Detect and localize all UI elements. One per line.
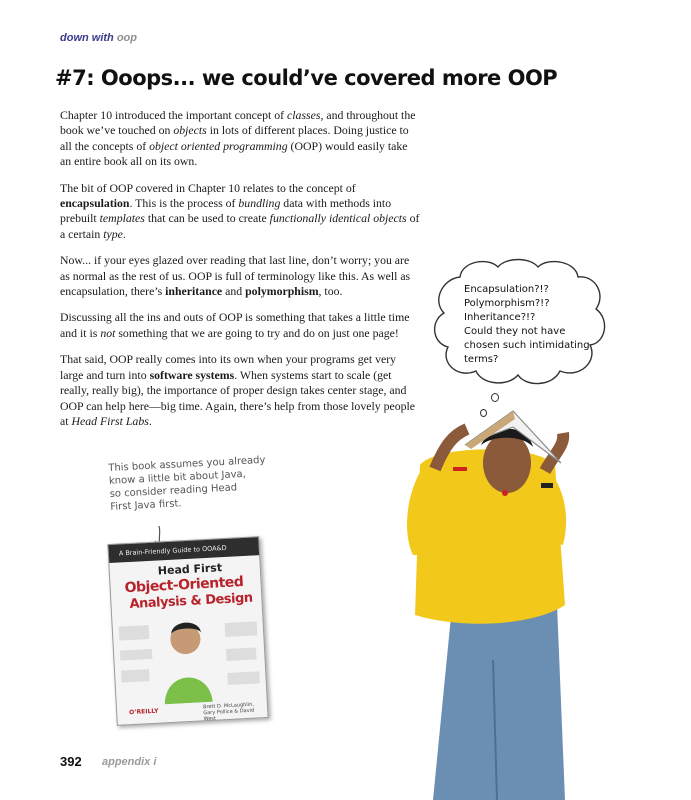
- text-run: objects: [173, 123, 207, 138]
- thought-bubble-line: Inheritance?!?: [464, 312, 536, 323]
- running-header-topic: oop: [116, 32, 137, 44]
- annotation-line: know a little bit about Java,: [108, 468, 247, 487]
- book-cover-series: Head First: [157, 561, 223, 578]
- text-run: . This is the process of: [129, 196, 239, 211]
- body-text: [60, 108, 420, 440]
- thought-bubble-line: terms?: [464, 354, 499, 365]
- text-run: in lots of different places. Doing justice to all the concepts of: [60, 123, 409, 153]
- page-number: 392: [60, 754, 82, 769]
- book-cover-publisher: O’REILLY: [129, 707, 159, 717]
- text-run: templates: [99, 211, 145, 226]
- text-run: polymorphism: [245, 284, 319, 299]
- text-run: That said, OOP really comes into its own when your programs get very large and turn into: [60, 352, 397, 382]
- body-paragraph: [60, 352, 420, 429]
- thought-bubble-line: Polymorphism?!?: [464, 298, 550, 309]
- text-run: , too.: [318, 284, 343, 299]
- text-run: (OOP) would easily take an entire book all on its own.: [60, 138, 408, 169]
- text-run: type: [103, 226, 123, 241]
- body-paragraph: [60, 253, 420, 299]
- book-cover-band: [108, 537, 259, 563]
- text-run: something that we are going to try and do on just one page!: [115, 325, 399, 340]
- text-run: and: [222, 284, 246, 299]
- thought-bubble-text: [464, 283, 604, 367]
- book-cover-tagline: A Brain-Friendly Guide to OOA&D: [118, 543, 227, 558]
- text-run: of a certain: [60, 211, 420, 241]
- confused-person-illustration: [395, 405, 595, 800]
- thought-bubble-line: chosen such intimidating: [464, 340, 590, 351]
- text-run: The bit of OOP covered in Chapter 10 relates to the concept of: [60, 180, 356, 195]
- text-run: classes: [287, 108, 321, 122]
- text-run: , and throughout the book we’ve touched on: [60, 108, 416, 138]
- text-run: software systems: [149, 367, 235, 382]
- text-run: encapsulation: [60, 196, 130, 211]
- text-run: .: [122, 226, 126, 241]
- running-header-chapter: down with: [60, 32, 114, 44]
- text-run: not: [100, 325, 116, 340]
- book-cover-title-line2: Analysis & Design: [129, 590, 253, 613]
- thought-bubble-line: Encapsulation?!?: [464, 284, 549, 295]
- annotation-line: This book assumes you already: [108, 454, 266, 474]
- text-run: Now... if your eyes glazed over reading that last line, don’t worry; you are as normal as the rest of us. OOP is full of terminology like this. As well as encapsulation, there’s: [60, 253, 411, 299]
- text-run: Chapter 10 introduced the important concept of: [60, 108, 288, 122]
- annotation-line: First Java first.: [110, 498, 182, 513]
- footer-section: appendix i: [102, 756, 157, 768]
- handwritten-annotation: [108, 454, 271, 514]
- thought-bubble-line: Could they not have: [464, 326, 566, 337]
- text-run: object oriented programming: [149, 138, 288, 153]
- book-cover-image: [112, 540, 262, 723]
- thought-dot-large: [491, 393, 499, 402]
- body-paragraph: [60, 181, 420, 243]
- text-run: Head First Labs: [71, 413, 149, 428]
- body-paragraph: [60, 108, 420, 170]
- text-run: data with methods into prebuilt: [60, 196, 392, 226]
- text-run: that can be used to create: [144, 211, 270, 226]
- book-cover-illustration: [112, 607, 267, 707]
- thought-bubble: [430, 255, 610, 390]
- text-run: Discussing all the ins and outs of OOP is something that takes a little time and it is: [60, 310, 410, 340]
- text-run: bundling: [238, 196, 281, 211]
- text-run: .: [148, 413, 152, 428]
- annotation-line: so consider reading Head: [109, 482, 238, 500]
- body-paragraph: [60, 310, 420, 341]
- book-cover-authors: Brett D. McLaughlin, Gary Pollice & David West: [202, 701, 255, 723]
- text-run: functionally identical objects: [269, 211, 407, 226]
- book-cover-title-line1: Object-Oriented: [124, 574, 244, 597]
- text-run: . When systems start to scale (get really, really big), the importance of proper design takes center stage, and OOP can help here—big time. Again, there’s help from those lovely people at: [60, 367, 416, 428]
- text-run: inheritance: [165, 284, 223, 299]
- page-title: #7: Ooops... we could’ve covered more OOP: [55, 66, 558, 90]
- running-header: [60, 32, 137, 44]
